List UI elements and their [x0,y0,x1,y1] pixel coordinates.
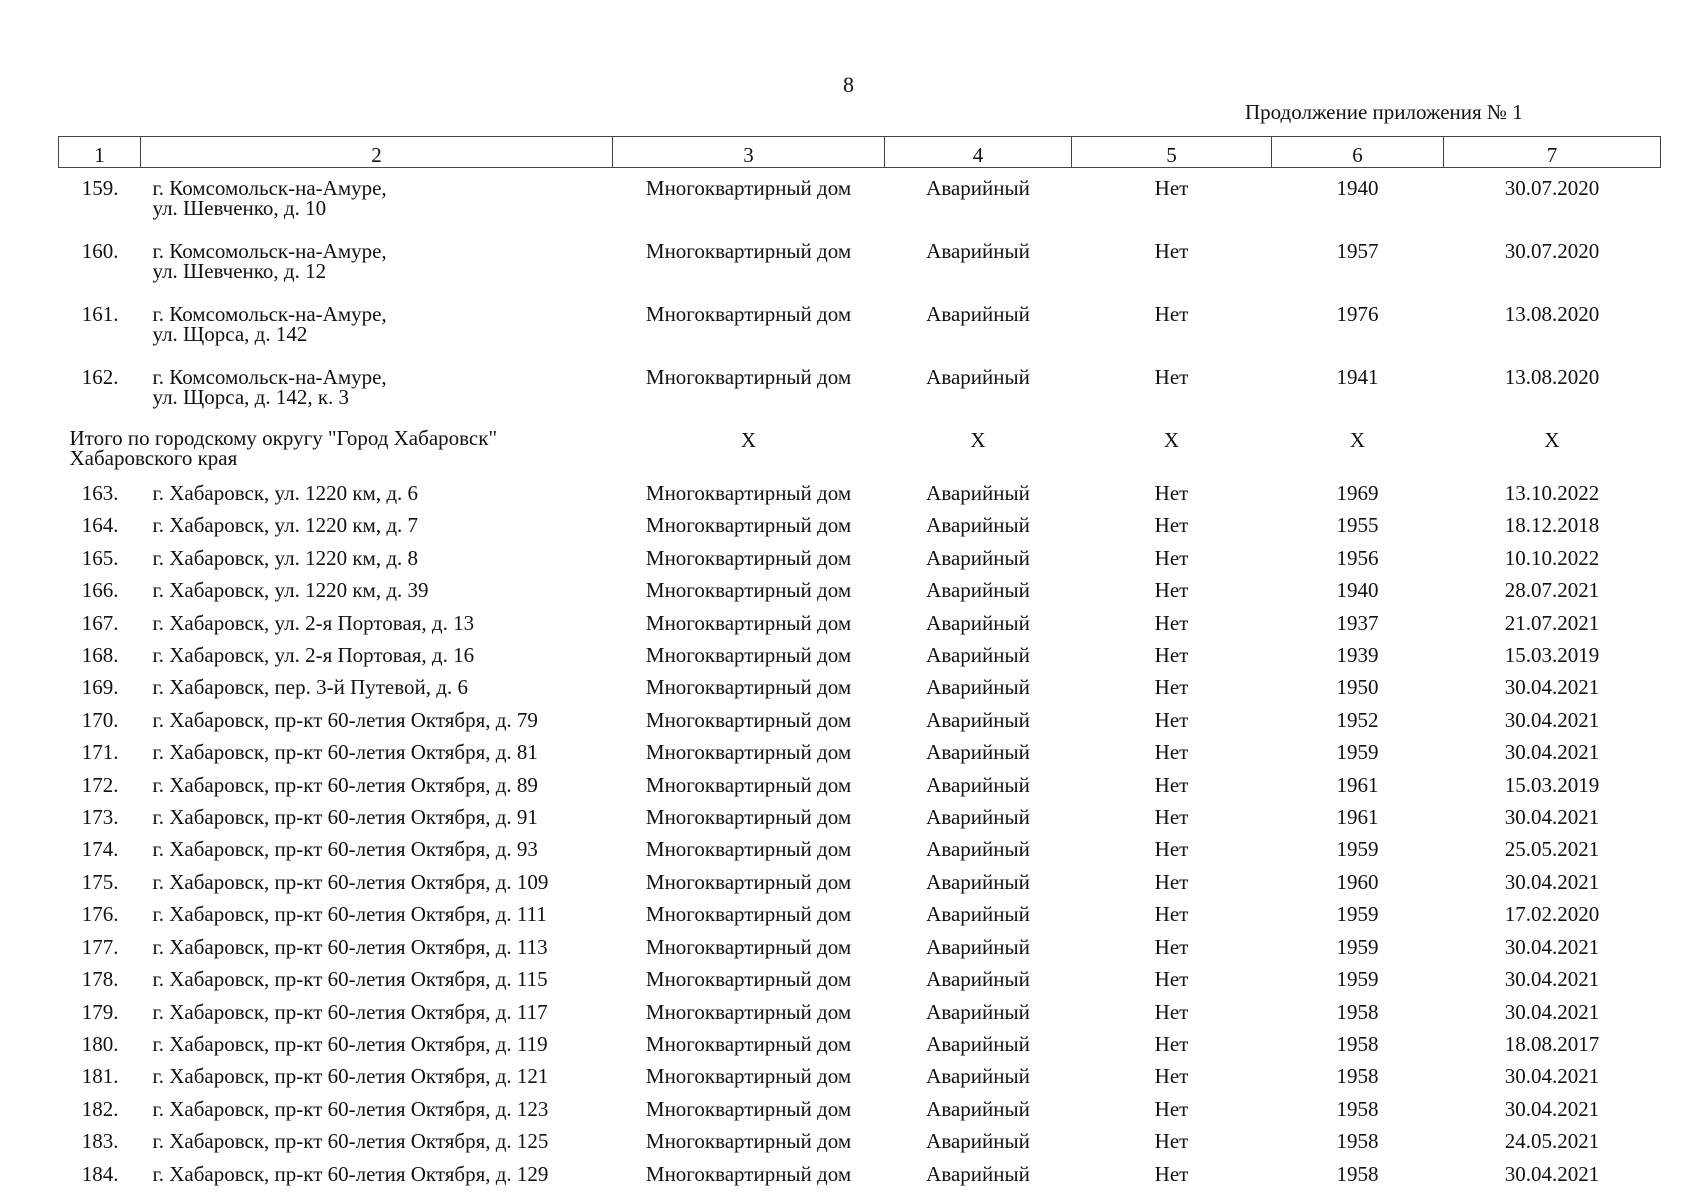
year-built: 1940 [1336,176,1379,200]
flag-value: Нет [1154,675,1189,700]
table-row [59,866,1661,898]
date-value: 30.04.2021 [1504,869,1600,894]
flag-value: Нет [1154,365,1189,389]
building-type: Многоквартирный дом [645,740,852,765]
date-value: 30.04.2021 [1504,1064,1600,1089]
building-state: Аварийный [926,1161,1030,1186]
address-cell: г. Хабаровск, пр-кт 60-летия Октября, д. 121 [152,1064,549,1089]
building-state: Аварийный [926,934,1030,959]
total-label-line-2: Хабаровского края [69,446,238,470]
table-row [59,996,1661,1028]
building-state: Аварийный [926,837,1030,862]
year-built: 1959 [1336,902,1379,927]
flag-value: Нет [1154,302,1189,326]
address-cell: г. Хабаровск, пр-кт 60-летия Октября, д. 79 [152,707,538,732]
address-cell: г. Хабаровск, ул. 2-я Портовая, д. 13 [152,610,475,635]
address-cell: г. Хабаровск, ул. 1220 км, д. 39 [152,578,429,603]
table-row [59,357,1661,420]
table-row [59,639,1661,671]
address-cell: г. Хабаровск, пр-кт 60-летия Октября, д. 115 [152,967,548,992]
date-value: 30.07.2020 [1504,176,1600,200]
row-number: 180. [81,1031,119,1056]
building-type: Многоквартирный дом [645,999,852,1024]
address-cell: г. Хабаровск, пр-кт 60-летия Октября, д. 113 [152,934,548,959]
table-row [59,671,1661,703]
building-type: Многоквартирный дом [645,1129,852,1154]
address-cell: г. Хабаровск, пр-кт 60-летия Октября, д. 109 [152,869,549,894]
building-state: Аварийный [926,902,1030,927]
flag-value: Нет [1154,902,1189,927]
date-value: 15.03.2019 [1504,772,1600,797]
year-built: 1958 [1336,1129,1379,1154]
flag-value: Нет [1154,578,1189,603]
total-label [59,420,613,477]
building-type: Многоквартирный дом [645,513,852,538]
row-number: 182. [81,1096,119,1121]
date-value: 30.04.2021 [1504,805,1600,830]
building-state: Аварийный [926,365,1030,389]
flag-value: Нет [1154,643,1189,668]
building-state: Аварийный [926,1064,1030,1089]
table-row [59,607,1661,639]
date-value: 18.12.2018 [1504,513,1600,538]
total-mark: X [1163,428,1180,452]
flag-value: Нет [1154,1031,1189,1056]
date-value: 18.08.2017 [1504,1031,1600,1056]
building-type: Многоквартирный дом [645,967,852,992]
flag-value: Нет [1154,740,1189,765]
year-built: 1959 [1336,934,1379,959]
building-type: Многоквартирный дом [645,869,852,894]
date-value: 30.04.2021 [1504,934,1600,959]
address-cell: г. Хабаровск, ул. 1220 км, д. 8 [152,545,419,570]
year-built: 1959 [1336,740,1379,765]
date-value: 30.04.2021 [1504,999,1600,1024]
address-line-2: ул. Шевченко, д. 10 [152,196,327,220]
building-type: Многоквартирный дом [645,934,852,959]
address-cell [141,294,613,357]
flag-value: Нет [1154,1129,1189,1154]
row-number: 178. [81,967,119,992]
building-state: Аварийный [926,610,1030,635]
year-built: 1955 [1336,513,1379,538]
building-state: Аварийный [926,967,1030,992]
table-row [59,898,1661,930]
appendix-title: Продолжение приложения № 1 [1245,100,1523,124]
row-number: 183. [81,1129,119,1154]
date-value: 30.04.2021 [1504,1096,1600,1121]
flag-value: Нет [1154,967,1189,992]
address-line-1: г. Комсомольск-на-Амуре, [152,176,387,200]
address-cell: г. Хабаровск, пр-кт 60-летия Октября, д. 81 [152,740,538,765]
flag-value: Нет [1154,934,1189,959]
date-value: 30.04.2021 [1504,675,1600,700]
address-cell: г. Хабаровск, ул. 2-я Портовая, д. 16 [152,643,475,668]
table-row [59,1028,1661,1060]
row-number: 174. [81,837,119,862]
row-number: 168. [81,643,119,668]
address-line-2: ул. Щорса, д. 142 [152,322,308,346]
column-header: 3 [613,137,885,168]
building-type: Многоквартирный дом [645,805,852,830]
building-type: Многоквартирный дом [645,837,852,862]
address-cell [141,231,613,294]
row-number: 175. [81,869,119,894]
table-row [59,1060,1661,1092]
year-built: 1957 [1336,239,1379,263]
address-cell: г. Хабаровск, пр-кт 60-летия Октября, д. 117 [152,999,548,1024]
row-number: 167. [81,610,119,635]
flag-value: Нет [1154,176,1189,200]
building-state: Аварийный [926,643,1030,668]
year-built: 1961 [1336,772,1379,797]
flag-value: Нет [1154,837,1189,862]
address-cell: г. Хабаровск, пр-кт 60-летия Октября, д. 89 [152,772,538,797]
table-row [59,542,1661,574]
address-line-1: г. Комсомольск-на-Амуре, [152,302,387,326]
building-state: Аварийный [926,545,1030,570]
building-type: Многоквартирный дом [645,545,852,570]
table-row [59,931,1661,963]
row-number: 169. [81,675,119,700]
year-built: 1956 [1336,545,1379,570]
table-row [59,294,1661,357]
table-row [59,801,1661,833]
flag-value: Нет [1154,481,1189,505]
row-number: 160. [81,239,119,263]
row-number: 176. [81,902,119,927]
flag-value: Нет [1154,999,1189,1024]
address-cell [141,168,613,232]
date-value: 28.07.2021 [1504,578,1600,603]
flag-value: Нет [1154,1096,1189,1121]
building-state: Аварийный [926,707,1030,732]
housing-table [58,136,1661,1190]
table-body [59,168,1661,1190]
building-state: Аварийный [926,302,1030,326]
address-line-1: г. Комсомольск-на-Амуре, [152,239,387,263]
column-header: 7 [1444,137,1661,168]
date-value: 21.07.2021 [1504,610,1600,635]
date-value: 25.05.2021 [1504,837,1600,862]
table-row [59,769,1661,801]
year-built: 1959 [1336,837,1379,862]
building-type: Многоквартирный дом [645,302,852,326]
building-type: Многоквартирный дом [645,707,852,732]
building-type: Многоквартирный дом [645,1161,852,1186]
page-number: 8 [843,72,854,97]
year-built: 1939 [1336,643,1379,668]
building-state: Аварийный [926,869,1030,894]
column-header: 5 [1072,137,1272,168]
header-row [59,137,1661,168]
table-row [59,1125,1661,1157]
flag-value: Нет [1154,805,1189,830]
year-built: 1961 [1336,805,1379,830]
date-value: 30.04.2021 [1504,967,1600,992]
date-value: 17.02.2020 [1504,902,1600,927]
building-state: Аварийный [926,176,1030,200]
row-number: 177. [81,934,119,959]
building-type: Многоквартирный дом [645,578,852,603]
table-header [59,137,1661,168]
total-mark: X [740,428,757,452]
year-built: 1940 [1336,578,1379,603]
building-state: Аварийный [926,999,1030,1024]
row-number: 184. [81,1161,119,1186]
date-value: 13.08.2020 [1504,302,1600,326]
total-mark: X [1349,428,1366,452]
address-cell: г. Хабаровск, пр-кт 60-летия Октября, д. 125 [152,1129,549,1154]
row-number: 162. [81,365,119,389]
building-state: Аварийный [926,239,1030,263]
building-type: Многоквартирный дом [645,1096,852,1121]
date-value: 13.08.2020 [1504,365,1600,389]
address-line-1: г. Комсомольск-на-Амуре, [152,365,387,389]
building-type: Многоквартирный дом [645,365,852,389]
date-value: 30.04.2021 [1504,1161,1600,1186]
address-cell: г. Хабаровск, ул. 1220 км, д. 6 [152,481,419,505]
address-cell: г. Хабаровск, пр-кт 60-летия Октября, д. 129 [152,1161,549,1186]
date-value: 13.10.2022 [1504,481,1600,505]
building-state: Аварийный [926,513,1030,538]
building-state: Аварийный [926,805,1030,830]
address-cell: г. Хабаровск, ул. 1220 км, д. 7 [152,513,419,538]
building-type: Многоквартирный дом [645,176,852,200]
flag-value: Нет [1154,545,1189,570]
date-value: 30.07.2020 [1504,239,1600,263]
table-row [59,963,1661,995]
building-state: Аварийный [926,1129,1030,1154]
row-number: 166. [81,578,119,603]
address-cell: г. Хабаровск, пр-кт 60-летия Октября, д. 111 [152,902,547,927]
year-built: 1959 [1336,967,1379,992]
building-state: Аварийный [926,578,1030,603]
year-built: 1958 [1336,1161,1379,1186]
date-value: 24.05.2021 [1504,1129,1600,1154]
building-state: Аварийный [926,772,1030,797]
total-row [59,420,1661,477]
flag-value: Нет [1154,513,1189,538]
column-header: 2 [141,137,613,168]
year-built: 1976 [1336,302,1379,326]
building-type: Многоквартирный дом [645,610,852,635]
table-row [59,477,1661,509]
table-row [59,168,1661,232]
building-type: Многоквартирный дом [645,481,852,505]
flag-value: Нет [1154,707,1189,732]
year-built: 1958 [1336,1096,1379,1121]
column-header: 1 [59,137,141,168]
table-row [59,833,1661,865]
address-cell: г. Хабаровск, пр-кт 60-летия Октября, д. 123 [152,1096,549,1121]
row-number: 164. [81,513,119,538]
year-built: 1941 [1336,365,1379,389]
building-type: Многоквартирный дом [645,1031,852,1056]
row-number: 172. [81,772,119,797]
building-state: Аварийный [926,481,1030,505]
row-number: 179. [81,999,119,1024]
row-number: 181. [81,1064,119,1089]
row-number: 171. [81,740,119,765]
building-type: Многоквартирный дом [645,902,852,927]
year-built: 1958 [1336,1064,1379,1089]
table-row [59,1093,1661,1125]
date-value: 30.04.2021 [1504,707,1600,732]
year-built: 1958 [1336,1031,1379,1056]
date-value: 30.04.2021 [1504,740,1600,765]
flag-value: Нет [1154,239,1189,263]
row-number: 165. [81,545,119,570]
row-number: 170. [81,707,119,732]
address-cell [141,357,613,420]
flag-value: Нет [1154,869,1189,894]
column-header: 4 [885,137,1072,168]
address-cell: г. Хабаровск, пр-кт 60-летия Октября, д. 119 [152,1031,548,1056]
building-type: Многоквартирный дом [645,239,852,263]
building-type: Многоквартирный дом [645,643,852,668]
address-cell: г. Хабаровск, пр-кт 60-летия Октября, д. 93 [152,837,538,862]
total-mark: X [1544,428,1560,452]
building-state: Аварийный [926,1096,1030,1121]
year-built: 1937 [1336,610,1379,635]
building-type: Многоквартирный дом [645,772,852,797]
row-number: 161. [81,302,119,326]
table-row [59,509,1661,541]
year-built: 1969 [1336,481,1379,505]
date-value: 10.10.2022 [1504,545,1600,570]
building-state: Аварийный [926,675,1030,700]
table-row [59,704,1661,736]
address-line-2: ул. Шевченко, д. 12 [152,259,327,283]
building-state: Аварийный [926,740,1030,765]
total-mark: X [970,428,986,452]
date-value: 15.03.2019 [1504,643,1600,668]
table-row [59,1158,1661,1190]
flag-value: Нет [1154,1064,1189,1089]
row-number: 173. [81,805,119,830]
table-row [59,231,1661,294]
building-type: Многоквартирный дом [645,675,852,700]
flag-value: Нет [1154,772,1189,797]
year-built: 1960 [1336,869,1379,894]
column-header: 6 [1272,137,1444,168]
address-cell: г. Хабаровск, пр-кт 60-летия Октября, д. 91 [152,805,538,830]
row-number: 159. [81,176,119,200]
total-label-line-1: Итого по городскому округу "Город Хабаровск" [69,426,498,450]
building-state: Аварийный [926,1031,1030,1056]
address-line-2: ул. Щорса, д. 142, к. 3 [152,385,350,409]
year-built: 1952 [1336,707,1379,732]
table-row [59,736,1661,768]
building-type: Многоквартирный дом [645,1064,852,1089]
table-row [59,574,1661,606]
row-number: 163. [81,481,119,505]
flag-value: Нет [1154,1161,1189,1186]
year-built: 1958 [1336,999,1379,1024]
flag-value: Нет [1154,610,1189,635]
address-cell: г. Хабаровск, пер. 3-й Путевой, д. 6 [152,675,468,700]
year-built: 1950 [1336,675,1379,700]
